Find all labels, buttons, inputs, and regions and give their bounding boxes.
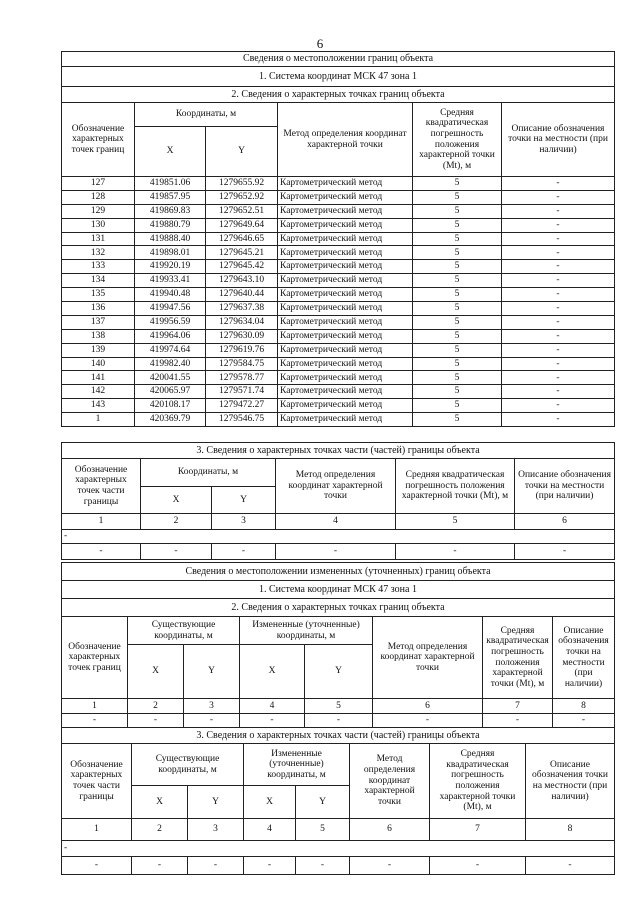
mt-cell: 5 [413,204,502,218]
s2-header-y1: Y [184,645,240,699]
desc-cell: - [502,329,615,343]
s2-parts-num-cell: 4 [244,819,296,841]
table-row [62,288,615,302]
table-row [62,357,615,371]
table-row [62,274,615,288]
method-cell: Картометрический метод [278,371,413,385]
desc-cell: - [502,190,615,204]
desc-cell: - [502,302,615,316]
s2-parts-header-mt: Средняя квадратическая погрешность положения характерной точки (Mt), м [430,744,526,819]
s2-parts-cell: - [244,857,296,875]
header-y: Y [206,127,278,177]
header-desc: Описание обозначения точки на местности (при наличии) [502,103,615,177]
s2-parts-cell: - [188,857,244,875]
x-cell: 419920.19 [135,260,206,274]
parts-header-coords: Координаты, м [141,459,276,487]
x-cell: 419982.40 [135,357,206,371]
s2-header-method: Метод определения координат характерной точки [373,617,483,699]
point-cell: 137 [62,315,135,329]
s2-parts-header-x1: X [132,786,188,819]
s2-parts-cell: - [430,857,526,875]
parts-cell: - [141,544,212,560]
x-cell: 420108.17 [135,399,206,413]
table-row [62,302,615,316]
mt-cell: 5 [413,385,502,399]
s2-parts-header-method: Метод определения координат характерной точки [350,744,430,819]
desc-cell: - [502,399,615,413]
desc-cell: - [502,357,615,371]
y-cell: 1279655.92 [206,177,278,191]
x-cell: 419851.06 [135,177,206,191]
s2-parts-header-point: Обозначение характерных точек части границы [62,744,132,819]
parts-cell: - [212,544,276,560]
point-cell: 135 [62,288,135,302]
s2-parts-title: 3. Сведения о характерных точках части (частей) границы объекта [62,728,615,744]
parts-num-cell: 6 [515,514,615,530]
points-title: 2. Сведения о характерных точках границ объекта [62,87,615,103]
s2-cell: - [305,714,373,728]
mt-cell: 5 [413,246,502,260]
s2-parts-cell: - [296,857,350,875]
point-cell: 133 [62,260,135,274]
x-cell: 420065.97 [135,385,206,399]
s2-header-desc: Описание обозначения точки на местности (при наличии) [553,617,615,699]
parts-header-desc: Описание обозначения точки на местности (при наличии) [515,459,615,514]
point-cell: 143 [62,399,135,413]
s2-num-cell: 2 [128,699,184,714]
s2-cell: - [483,714,553,728]
method-cell: Картометрический метод [278,288,413,302]
s2-parts-cell: - [350,857,430,875]
coord-system-title: 1. Система координат МСК 47 зона 1 [62,67,615,87]
desc-cell: - [502,232,615,246]
s2-parts-header-y1: Y [188,786,244,819]
point-cell: 138 [62,329,135,343]
method-cell: Картометрический метод [278,357,413,371]
parts-cell: - [276,544,396,560]
table-row [62,260,615,274]
parts-cell: - [515,544,615,560]
y-cell: 1279645.21 [206,246,278,260]
parts-header-x: X [141,487,212,514]
x-cell: 419940.48 [135,288,206,302]
y-cell: 1279643.10 [206,274,278,288]
method-cell: Картометрический метод [278,274,413,288]
s2-num-cell: 6 [373,699,483,714]
changed-parts-table [61,727,615,875]
s2-parts-num-cell: 5 [296,819,350,841]
s2-cell: - [128,714,184,728]
desc-cell: - [502,260,615,274]
section2-coord-system: 1. Система координат МСК 47 зона 1 [62,581,615,599]
x-cell: 419933.41 [135,274,206,288]
x-cell: 420041.55 [135,371,206,385]
mt-cell: 5 [413,302,502,316]
parts-header-method: Метод определения координат характерной точки [276,459,396,514]
s2-parts-num-cell: 7 [430,819,526,841]
desc-cell: - [502,218,615,232]
point-cell: 131 [62,232,135,246]
mt-cell: 5 [413,371,502,385]
s2-parts-cell: - [526,857,615,875]
parts-num-cell: 2 [141,514,212,530]
parts-cell: - [396,544,515,560]
x-cell: 419974.64 [135,343,206,357]
parts-cell: - [62,544,141,560]
s2-cell: - [240,714,305,728]
s2-header-y2: Y [305,645,373,699]
boundary-rows [62,177,615,427]
x-cell: 419898.01 [135,246,206,260]
point-cell: 130 [62,218,135,232]
point-cell: 132 [62,246,135,260]
desc-cell: - [502,274,615,288]
mt-cell: 5 [413,413,502,427]
desc-cell: - [502,343,615,357]
y-cell: 1279652.92 [206,190,278,204]
header-coords: Координаты, м [135,103,278,127]
method-cell: Картометрический метод [278,260,413,274]
y-cell: 1279472.27 [206,399,278,413]
page-number: 6 [316,36,324,51]
point-cell: 141 [62,371,135,385]
s2-parts-header-changed: Измененные (уточненные) координаты, м [244,744,350,786]
method-cell: Картометрический метод [278,190,413,204]
s2-parts-cell: - [132,857,188,875]
s2-cell: - [553,714,615,728]
x-cell: 419880.79 [135,218,206,232]
table-row [62,385,615,399]
x-cell: 419857.95 [135,190,206,204]
x-cell: 419964.06 [135,329,206,343]
y-cell: 1279634.04 [206,315,278,329]
parts-dash-row: - [62,530,615,544]
method-cell: Картометрический метод [278,413,413,427]
y-cell: 1279619.76 [206,343,278,357]
s2-parts-num-cell: 2 [132,819,188,841]
y-cell: 1279646.65 [206,232,278,246]
parts-num-cell: 1 [62,514,141,530]
s2-parts-num-cell: 3 [188,819,244,841]
table-row [62,190,615,204]
method-cell: Картометрический метод [278,218,413,232]
mt-cell: 5 [413,343,502,357]
s2-cell: - [62,714,128,728]
mt-cell: 5 [413,288,502,302]
parts-num-cell: 5 [396,514,515,530]
mt-cell: 5 [413,315,502,329]
method-cell: Картометрический метод [278,385,413,399]
boundary-table [61,51,615,427]
s2-parts-header-y2: Y [296,786,350,819]
y-cell: 1279649.64 [206,218,278,232]
header-point: Обозначение характерных точек границ [62,103,135,177]
x-cell: 419956.59 [135,315,206,329]
method-cell: Картометрический метод [278,232,413,246]
parts-header-point: Обозначение характерных точек части границы [62,459,141,514]
mt-cell: 5 [413,357,502,371]
s2-parts-dash-row: - [62,841,615,857]
table-row [62,413,615,427]
x-cell: 419888.40 [135,232,206,246]
changed-boundary-table [61,562,615,728]
s2-header-changed: Измененные (уточненные) координаты, м [240,617,373,645]
y-cell: 1279645.42 [206,260,278,274]
s2-cell: - [373,714,483,728]
point-cell: 1 [62,413,135,427]
table-row [62,177,615,191]
table-row [62,315,615,329]
s2-num-cell: 4 [240,699,305,714]
method-cell: Картометрический метод [278,343,413,357]
s2-header-x2: X [240,645,305,699]
desc-cell: - [502,413,615,427]
parts-num-cell: 4 [276,514,396,530]
s2-header-mt: Средняя квадратическая погрешность положения характерной точки (Mt), м [483,617,553,699]
parts-num-cell: 3 [212,514,276,530]
s2-num-cell: 5 [305,699,373,714]
desc-cell: - [502,371,615,385]
desc-cell: - [502,177,615,191]
s2-num-cell: 7 [483,699,553,714]
table-row [62,329,615,343]
s2-header-existing: Существующие координаты, м [128,617,240,645]
header-x: X [135,127,206,177]
s2-num-cell: 3 [184,699,240,714]
table-row [62,246,615,260]
x-cell: 419947.56 [135,302,206,316]
parts-header-y: Y [212,487,276,514]
y-cell: 1279652.51 [206,204,278,218]
table-row [62,218,615,232]
point-cell: 139 [62,343,135,357]
section2-points-title: 2. Сведения о характерных точках границ объекта [62,599,615,617]
parts-title: 3. Сведения о характерных точках части (частей) границы объекта [62,443,615,459]
point-cell: 142 [62,385,135,399]
s2-cell: - [184,714,240,728]
point-cell: 134 [62,274,135,288]
method-cell: Картометрический метод [278,177,413,191]
point-cell: 127 [62,177,135,191]
s2-parts-num-cell: 6 [350,819,430,841]
s2-header-x1: X [128,645,184,699]
y-cell: 1279584.75 [206,357,278,371]
section2-title: Сведения о местоположении измененных (уточненных) границ объекта [62,563,615,581]
header-mt: Средняя квадратическая погрешность положения характерной точки (Mt), м [413,103,502,177]
y-cell: 1279578.77 [206,371,278,385]
s2-parts-header-existing: Существующие координаты, м [132,744,244,786]
desc-cell: - [502,246,615,260]
y-cell: 1279637.38 [206,302,278,316]
point-cell: 140 [62,357,135,371]
point-cell: 136 [62,302,135,316]
method-cell: Картометрический метод [278,204,413,218]
table-row [62,204,615,218]
mt-cell: 5 [413,260,502,274]
s2-num-cell: 8 [553,699,615,714]
x-cell: 420369.79 [135,413,206,427]
section-title: Сведения о местоположении границ объекта [62,52,615,67]
method-cell: Картометрический метод [278,329,413,343]
y-cell: 1279640.44 [206,288,278,302]
s2-num-cell: 1 [62,699,128,714]
mt-cell: 5 [413,218,502,232]
parts-table [61,442,615,560]
desc-cell: - [502,385,615,399]
table-row [62,343,615,357]
desc-cell: - [502,315,615,329]
desc-cell: - [502,204,615,218]
header-method: Метод определения координат характерной точки [278,103,413,177]
mt-cell: 5 [413,329,502,343]
point-cell: 128 [62,190,135,204]
y-cell: 1279546.75 [206,413,278,427]
method-cell: Картометрический метод [278,302,413,316]
table-row [62,371,615,385]
s2-parts-cell: - [62,857,132,875]
method-cell: Картометрический метод [278,246,413,260]
table-row [62,232,615,246]
mt-cell: 5 [413,232,502,246]
mt-cell: 5 [413,177,502,191]
s2-header-point: Обозначение характерных точек границ [62,617,128,699]
x-cell: 419869.83 [135,204,206,218]
method-cell: Картометрический метод [278,399,413,413]
y-cell: 1279630.09 [206,329,278,343]
s2-parts-header-desc: Описание обозначения точки на местности (при наличии) [526,744,615,819]
s2-parts-num-cell: 1 [62,819,132,841]
mt-cell: 5 [413,190,502,204]
y-cell: 1279571.74 [206,385,278,399]
desc-cell: - [502,288,615,302]
mt-cell: 5 [413,274,502,288]
mt-cell: 5 [413,399,502,413]
point-cell: 129 [62,204,135,218]
parts-header-mt: Средняя квадратическая погрешность положения характерной точки (Mt), м [396,459,515,514]
table-row [62,399,615,413]
s2-parts-header-x2: X [244,786,296,819]
method-cell: Картометрический метод [278,315,413,329]
s2-parts-num-cell: 8 [526,819,615,841]
